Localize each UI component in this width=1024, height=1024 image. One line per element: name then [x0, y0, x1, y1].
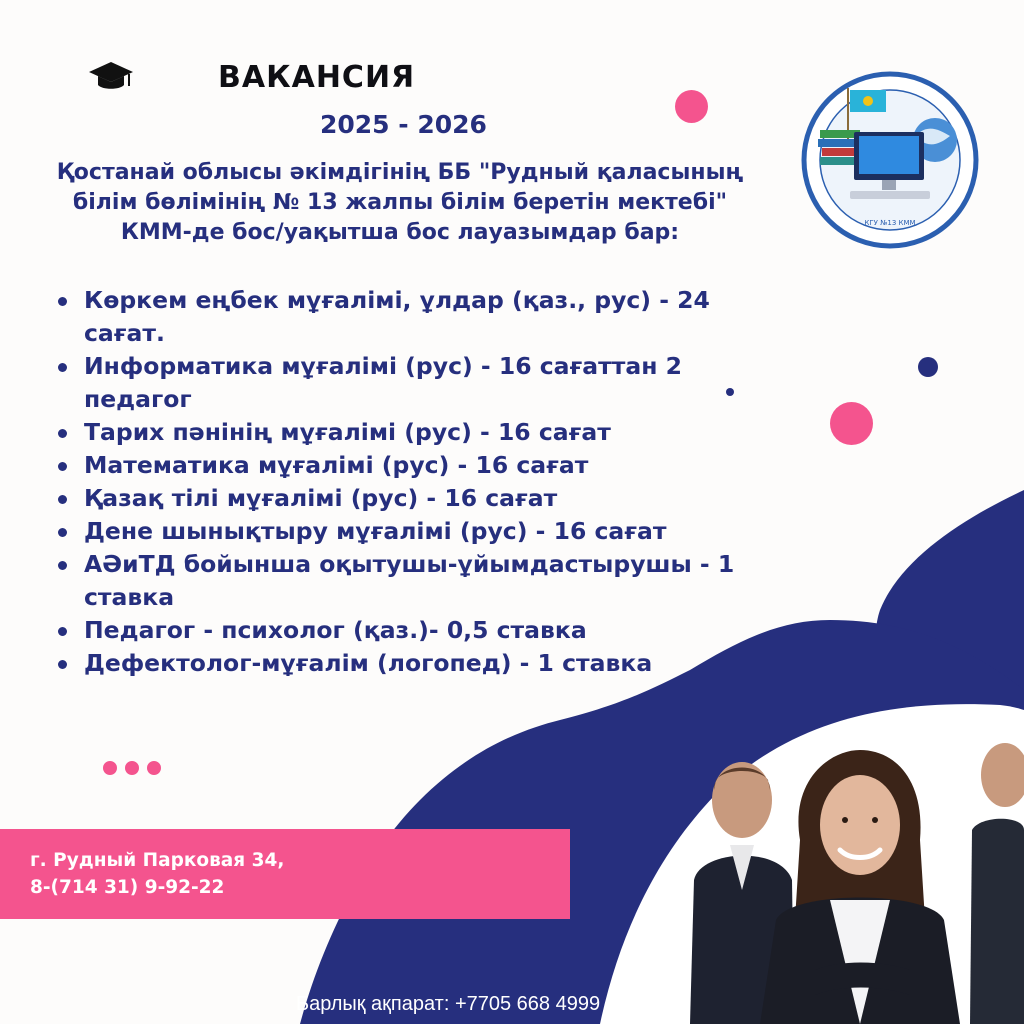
contact-box [0, 829, 570, 919]
vacancy-item [50, 614, 810, 647]
bullet-icon [58, 495, 67, 504]
vacancy-list [50, 284, 810, 680]
ellipsis-dot [125, 761, 139, 775]
vacancy-item [50, 482, 810, 515]
vacancy-text: педагог [84, 385, 192, 413]
vacancy-text: Көркем еңбек мұғалімі, ұлдар (қаз., рус) - 24 [84, 286, 710, 314]
bullet-icon [58, 429, 67, 438]
school-intro [30, 158, 770, 248]
pink-dot-decoration [675, 90, 708, 123]
footer-info: Барлық ақпарат: +7705 668 4999 [296, 993, 601, 1015]
school-emblem-logo [790, 70, 990, 250]
vacancy-item [50, 416, 810, 449]
vacancy-text: Дене шынықтыру мұғалімі (рус) - 16 сағат [84, 517, 667, 545]
phone-text: 8-(714 31) 9-92-22 [30, 877, 225, 898]
bullet-icon [58, 363, 67, 372]
bullet-icon [58, 561, 67, 570]
intro-line: КММ-де бос/уақытша бос лауазымдар бар: [120, 220, 680, 245]
bullet-icon [58, 297, 67, 306]
vacancy-text: сағат. [84, 319, 165, 347]
vacancy-item [50, 515, 810, 548]
graduation-cap-icon [88, 58, 134, 94]
vacancy-text: Қазақ тілі мұғалімі (рус) - 16 сағат [84, 484, 558, 512]
academic-years: 2025 - 2026 [320, 110, 487, 139]
vacancy-item [50, 350, 810, 416]
bullet-icon [58, 660, 67, 669]
vacancy-text: Тарих пәнінің мұғалімі (рус) - 16 сағат [84, 418, 611, 446]
intro-line: білім бөлімінің № 13 жалпы білім беретін мектебі" [72, 190, 728, 215]
pink-dot-decoration [830, 402, 873, 445]
vacancy-text: Дефектолог-мұғалім (логопед) - 1 ставка [84, 649, 653, 677]
vacancy-heading: ВАКАНСИЯ [218, 60, 416, 95]
ellipsis-dot [103, 761, 117, 775]
vacancy-item [50, 647, 810, 680]
bullet-icon [58, 627, 67, 636]
vacancy-item [50, 284, 810, 350]
bullet-icon [58, 462, 67, 471]
navy-dot-decoration [918, 357, 938, 377]
vacancy-item [50, 548, 810, 614]
vacancy-text: ставка [84, 583, 175, 611]
vacancy-text: Педагог - психолог (қаз.)- 0,5 ставка [84, 616, 587, 644]
bullet-icon [58, 528, 67, 537]
address-text: г. Рудный Парковая 34, [30, 850, 285, 871]
vacancy-text: Информатика мұғалімі (рус) - 16 сағаттан 2 [84, 352, 683, 380]
vacancy-item [50, 449, 810, 482]
business-people-photo [680, 720, 1024, 1024]
vacancy-text: Математика мұғалімі (рус) - 16 сағат [84, 451, 589, 479]
vacancy-text: АӘиТД бойынша оқытушы-ұйымдастырушы - 1 [84, 550, 735, 578]
svg-text:КГУ №13 КММ: КГУ №13 КММ [864, 219, 916, 227]
ellipsis-dot [147, 761, 161, 775]
intro-line: Қостанай облысы әкімдігінің ББ "Рудный қаласының [56, 160, 744, 185]
